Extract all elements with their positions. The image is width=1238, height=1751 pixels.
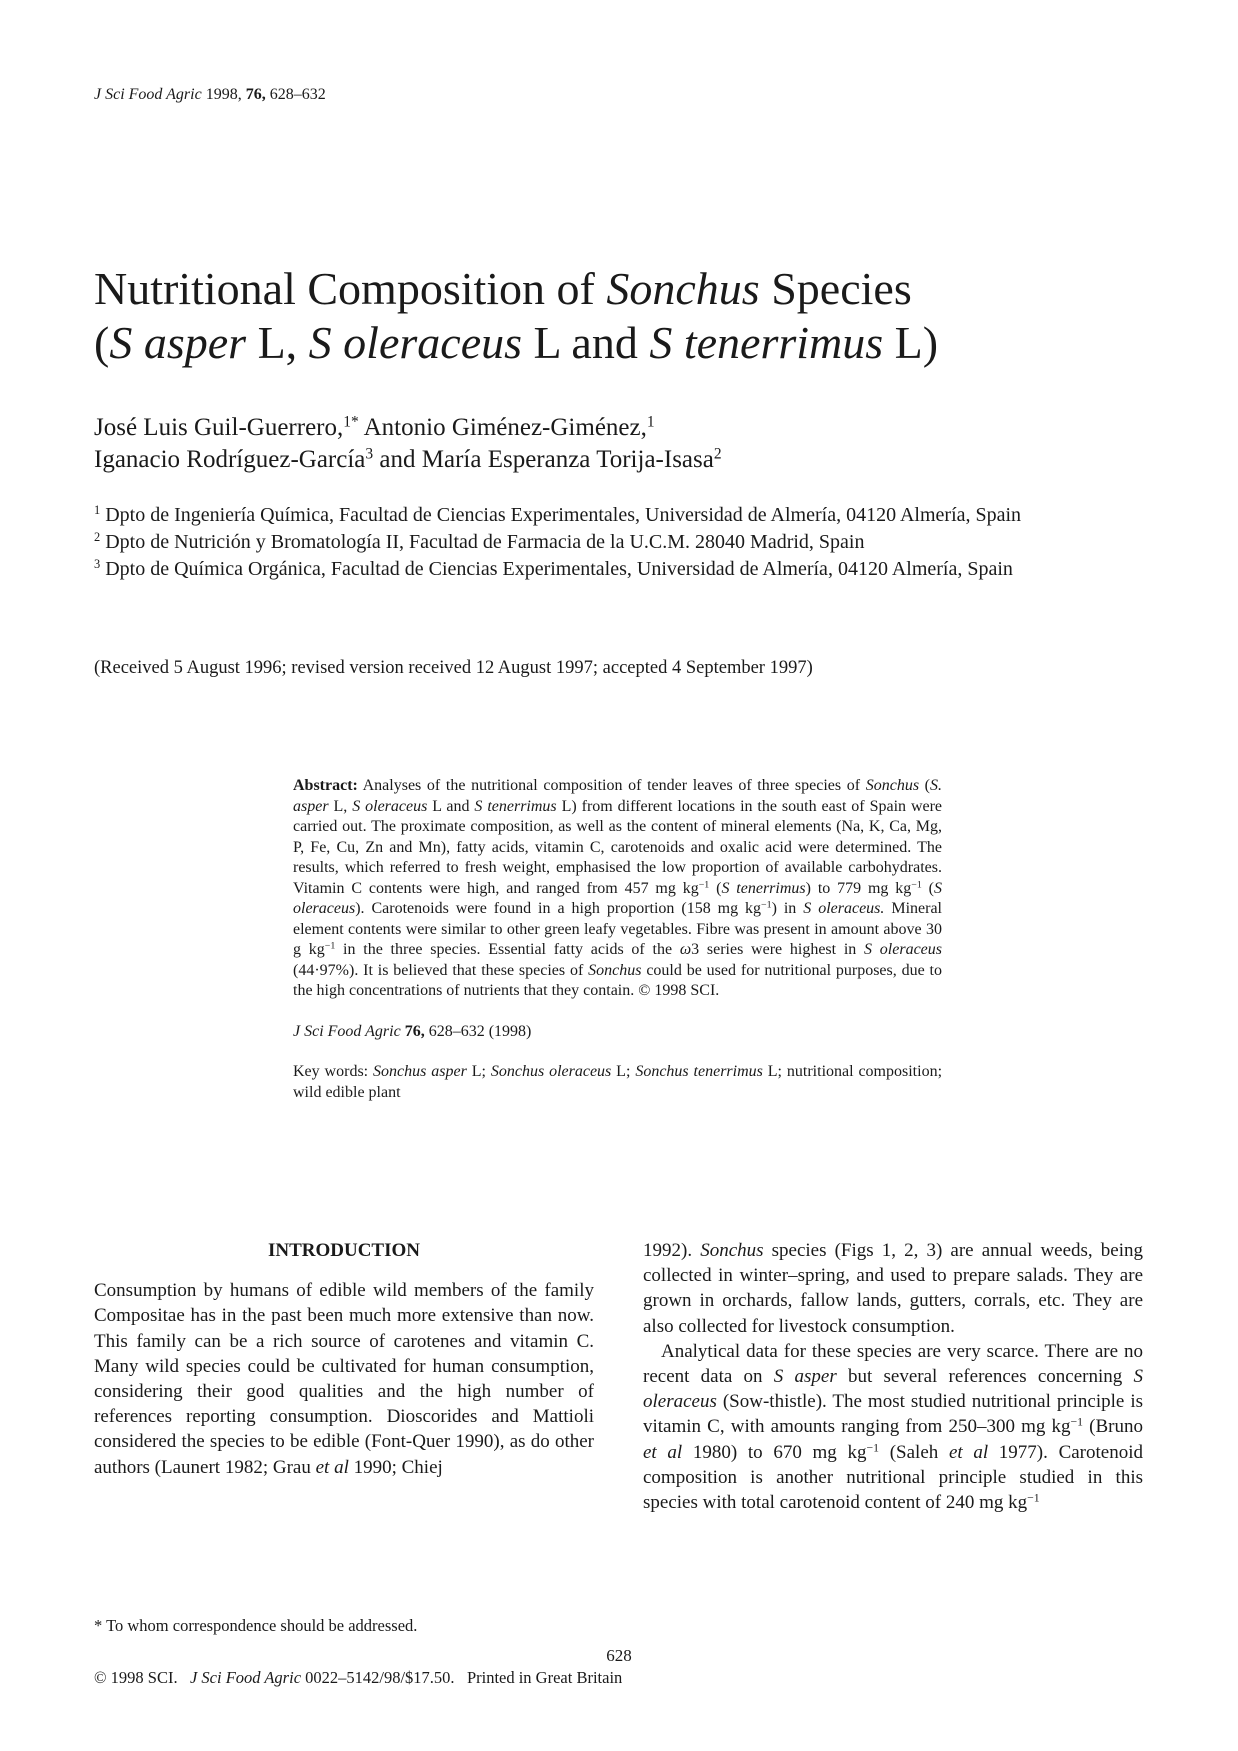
abstract-superscript: −1: [324, 940, 336, 952]
title-text: Nutritional Composition of: [94, 263, 607, 314]
affiliation-number: 1: [94, 503, 101, 518]
author-name: Antonio Giménez-Giménez,: [358, 414, 647, 441]
abstract-italic: S oleraceus.: [803, 900, 885, 917]
abstract-label: Abstract:: [293, 777, 358, 794]
footer-copyright: © 1998 SCI.: [94, 1668, 178, 1687]
abstract-citation: [293, 1022, 942, 1043]
body-run: Analytical data for these species are very scarce. There are no recent data on: [643, 1340, 1143, 1388]
title-species: S tenerrimus: [649, 317, 884, 368]
abstract-italic: S oleraceus: [293, 879, 943, 917]
body-italic: S oleraceus: [643, 1366, 1143, 1413]
title-species: S asper: [109, 317, 247, 368]
body-italic: et al: [315, 1456, 349, 1478]
abstract-italic: S oleraceus: [864, 941, 942, 958]
keywords-label: Key words:: [293, 1063, 369, 1080]
title-text: (: [94, 317, 110, 368]
keywords-run: L;: [466, 1063, 491, 1080]
affiliation: [94, 529, 1154, 556]
abstract-run: could be used for nutritional purposes, due to the high concentrations of nutrients that they contain. © 1998 SCI.: [293, 961, 942, 999]
body-run: (Bruno: [1083, 1416, 1143, 1438]
abstract-italic: Sonchus: [588, 961, 642, 979]
title-species: S oleraceus: [308, 317, 523, 368]
citation-volume: 76,: [400, 1022, 425, 1040]
author-name: José Luis Guil-Guerrero,: [94, 414, 344, 441]
page-footer: [94, 1668, 622, 1688]
footer-issn: 0022–5142/98/$17.50.: [301, 1668, 455, 1687]
running-head-year: 1998,: [205, 86, 242, 103]
title-text: Species: [759, 263, 912, 314]
abstract-superscript: −1: [698, 879, 710, 891]
abstract-italic: S tenerrimus: [474, 797, 557, 815]
abstract-run: Mineral element contents were similar to other green leafy vegetables. Fibre was present in amount above 30 g kg: [293, 900, 942, 958]
author-affiliation-mark: 2: [713, 445, 722, 463]
author-affiliation-mark: 1: [646, 413, 655, 431]
body-column-left: [94, 1238, 594, 1480]
author-conjunction: and: [373, 446, 422, 473]
abstract-superscript: −1: [911, 879, 922, 891]
affiliation-number: 2: [94, 530, 101, 545]
body-italic: et al: [948, 1441, 989, 1463]
abstract-run: ) to 779 mg kg: [805, 879, 912, 897]
author-name: María Esperanza Torija-Isasa: [421, 446, 714, 473]
body-paragraph: [94, 1278, 594, 1480]
body-superscript: −1: [1070, 1415, 1084, 1429]
body-run: 1977). Carotenoid composition is another nutritional principle studied in this species with total carotenoid content of 240 mg kg: [643, 1441, 1143, 1514]
running-head: [94, 86, 326, 104]
author-affiliation-mark: 1*: [343, 413, 359, 431]
abstract-text: [293, 776, 942, 1002]
affiliation: [94, 502, 1154, 529]
abstract-run: L,: [328, 797, 353, 815]
author-list: [94, 412, 1154, 476]
abstract: [293, 776, 942, 1103]
keywords-run: L; nutritional composition; wild edible plant: [293, 1063, 943, 1101]
correspondence-footnote: * To whom correspondence should be addressed.: [94, 1616, 418, 1635]
abstract-run: (: [919, 777, 931, 794]
author-name: Iganacio Rodríguez-García: [94, 446, 366, 473]
abstract-run: in the three species. Essential fatty acids of the: [335, 941, 680, 958]
title-text: L): [883, 317, 939, 368]
title-genus: Sonchus: [606, 263, 760, 314]
abstract-run: Analyses of the nutritional composition of tender leaves of three species of: [357, 777, 866, 794]
paper-title: [94, 262, 1154, 370]
body-italic: et al: [643, 1441, 683, 1463]
body-italic: S asper: [773, 1366, 837, 1388]
title-text: L and: [522, 317, 650, 368]
abstract-run: (: [709, 879, 722, 897]
body-superscript: −1: [1027, 1491, 1040, 1505]
abstract-run: L) from different locations in the south east of Spain were carried out. The proximate composition, as well as the content of mineral elements (Na, K, Ca, Mg, P, Fe, Cu, Zn and Mn), fatty acids, vitamin C, carotenoids and oxalic acid were determined. The results, which referred to fresh weight, emphasised the low proportion of available carbohydrates. Vitamin C contents were high, and ranged from 457 mg kg: [293, 797, 943, 897]
footer-journal: J Sci Food Agric: [189, 1668, 302, 1687]
running-head-volume: 76,: [245, 86, 266, 103]
affiliation-text: Dpto de Química Orgánica, Facultad de Ciencias Experimentales, Universidad de Almería, 04120 Almería, Spain: [100, 558, 1013, 580]
affiliation-list: [94, 502, 1154, 583]
footer-printed: Printed in Great Britain: [466, 1668, 623, 1687]
body-run: (Saleh: [879, 1441, 949, 1463]
body-paragraph: [643, 1339, 1143, 1515]
body-column-right: [643, 1238, 1143, 1515]
keyword: Sonchus asper: [368, 1063, 467, 1080]
body-run: but several references concerning: [836, 1366, 1134, 1388]
abstract-italic: S oleraceus: [352, 797, 428, 815]
abstract-run: 3 series were highest in: [691, 941, 865, 958]
keywords: [293, 1062, 942, 1103]
body-run: (Sow-thistle). The most studied nutritional principle is vitamin C, with amounts ranging from 250–300 mg kg: [643, 1391, 1143, 1438]
abstract-run: ). Carotenoids were found in a high proportion (158 mg kg: [355, 900, 762, 917]
affiliation: [94, 556, 1154, 583]
abstract-italic: S tenerrimus: [721, 879, 806, 897]
abstract-run: (44·97%). It is believed that these species of: [293, 961, 589, 979]
body-superscript: −1: [866, 1441, 880, 1455]
page-number: 628: [606, 1646, 632, 1665]
abstract-run: ) in: [771, 900, 804, 917]
affiliation-number: 3: [94, 557, 101, 572]
body-paragraph: [643, 1238, 1143, 1339]
author-affiliation-mark: 3: [365, 445, 374, 463]
affiliation-text: Dpto de Nutrición y Bromatología II, Facultad de Farmacia de la U.C.M. 28040 Madrid, Spain: [100, 531, 865, 553]
received-dates: (Received 5 August 1996; revised version received 12 August 1997; accepted 4 September 1997): [94, 658, 813, 678]
citation-journal: J Sci Food Agric: [293, 1022, 401, 1040]
body-run: Consumption by humans of edible wild members of the family Compositae has in the past been much more extensive than now. This family can be a rich source of carotenes and vitamin C. Many wild species could be cultivated for human consumption, considering their good qualities and the high number of references reporting consumption. Dioscorides and Mattioli considered the species to be edible (Font-Quer 1990), as do other authors (Launert 1982; Grau: [94, 1280, 594, 1478]
abstract-superscript: −1: [761, 899, 772, 911]
body-run: 1980) to 670 mg kg: [682, 1441, 867, 1463]
abstract-italic: ω: [679, 941, 692, 958]
abstract-italic: Sonchus: [865, 777, 920, 794]
running-head-pages: 628–632: [269, 86, 326, 103]
abstract-run: (: [921, 879, 935, 897]
body-run: species (Figs 1, 2, 3) are annual weeds, being collected in winter–spring, and used to prepare salads. They are grown in orchards, fallow lands, gutters, corrals, etc. They are also collected for livestock consumption.: [643, 1240, 1143, 1337]
keyword: Sonchus tenerrimus: [635, 1063, 763, 1080]
title-text: L,: [246, 317, 309, 368]
body-run: 1990; Chiej: [348, 1456, 443, 1478]
running-head-journal: J Sci Food Agric: [94, 86, 202, 103]
keywords-run: L;: [611, 1063, 636, 1080]
body-italic: Sonchus: [700, 1240, 764, 1261]
citation-pages: 628–632 (1998): [424, 1022, 532, 1040]
abstract-italic: S. asper: [293, 777, 943, 815]
affiliation-text: Dpto de Ingeniería Química, Facultad de Ciencias Experimentales, Universidad de Almería, 04120 Almería, Spain: [100, 504, 1022, 526]
keyword: Sonchus oleraceus: [490, 1063, 612, 1080]
body-run: 1992).: [643, 1240, 701, 1261]
abstract-run: L and: [427, 797, 475, 815]
section-heading-introduction: INTRODUCTION: [267, 1240, 421, 1261]
